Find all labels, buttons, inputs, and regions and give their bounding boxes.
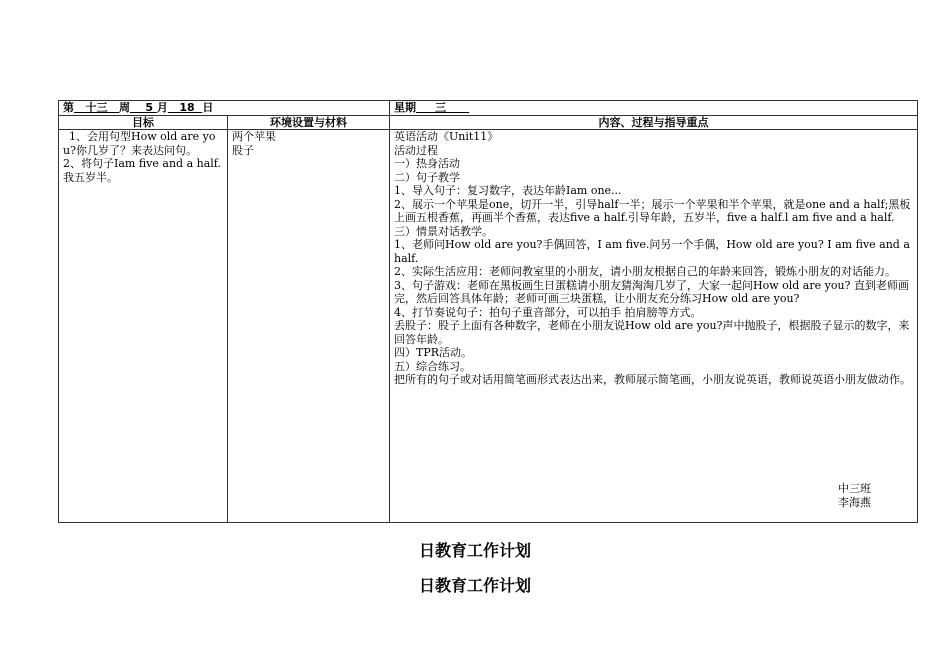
- weekday-cell: [390, 101, 918, 116]
- process-line: 四）TPR活动。: [394, 346, 473, 359]
- material-item: 股子: [232, 143, 254, 157]
- column-header-row: [59, 115, 918, 130]
- process-line: 二）句子教学: [394, 170, 460, 184]
- materials-cell: [228, 130, 390, 523]
- process-line: 2、实际生活应用：老师问教室里的小朋友，请小朋友根据自己的年龄来回答，锻炼小朋友的对话能力。: [394, 265, 896, 278]
- month-value: 5: [145, 101, 153, 114]
- weekday-line: [394, 101, 469, 114]
- footer-title: 日教育工作计划: [418, 541, 531, 560]
- process-line: 2、展示一个苹果是one，切开一半，引导half一半；展示一个苹果和半个苹果，就是one and a half;黑板上画五根香蕉，再画半个香蕉，表达five a half.引导年龄，五岁半，five a half.l am five and a half.: [394, 197, 911, 224]
- signature-block: [838, 482, 871, 510]
- process-line: 一）热身活动: [394, 157, 460, 170]
- content-row: [59, 130, 918, 523]
- teacher-name: 李海燕: [838, 496, 871, 509]
- process-line: 1、导入句子：复习数字，表达年龄Iam one...: [394, 184, 622, 197]
- materials-header: 环境设置与材料: [228, 115, 390, 130]
- week-prefix: 第: [63, 101, 74, 114]
- material-item: 两个苹果: [232, 130, 276, 143]
- day-label: 日: [202, 101, 214, 114]
- process-line: 英语活动《Unit11》: [394, 130, 499, 143]
- lesson-plan-table: [58, 100, 918, 523]
- date-cell: [59, 101, 390, 116]
- process-line: 1、老师问How old are you?手偶回答，I am five.问另一个手偶，How old are you? I am five and a half.: [394, 238, 910, 265]
- month-label: 月: [156, 101, 168, 114]
- class-name: 中三班: [838, 482, 871, 495]
- process-line: 3、句子游戏：老师在黑板画生日蛋糕请小朋友猜淘淘几岁了，大家一起问How old are you? 直到老师画完，然后回答具体年龄；老师可画三块蛋糕，让小朋友充分练习How old are you?: [394, 278, 909, 305]
- week-date-line: [63, 101, 213, 114]
- process-header: 内容、过程与指导重点: [390, 115, 918, 130]
- week-value: 十三: [85, 101, 108, 114]
- process-line: 4、打节奏说句子：拍句子重音部分，可以拍手 拍肩膀等方式。: [394, 305, 702, 319]
- day-value: 18: [179, 101, 195, 114]
- process-line: 丢股子：股子上面有各种数字，老师在小朋友说How old are you?声中抛股子，根据股子显示的数字，来回答年龄。: [394, 319, 910, 346]
- process-line: 把所有的句子或对话用简笔画形式表达出来，教师展示简笔画，小朋友说英语，教师说英语小朋友做动作。: [394, 373, 911, 386]
- weekday-label: 星期: [394, 101, 416, 114]
- goal-item: 2、将句子Iam five and a half.我五岁半。: [63, 157, 221, 184]
- process-line: 三）情景对话教学。: [394, 224, 493, 238]
- week-suffix: 周: [119, 101, 130, 114]
- goal-item: 1、会用句型How old are you?你几岁了？来表达问句。: [63, 130, 216, 157]
- footer-title: 日教育工作计划: [418, 576, 531, 595]
- process-cell: [390, 130, 918, 523]
- date-row: [59, 101, 918, 116]
- process-line: 活动过程: [394, 143, 438, 157]
- goals-cell: [59, 130, 228, 523]
- goals-header: 目标: [59, 115, 228, 130]
- process-line: 五）综合练习。: [394, 359, 471, 373]
- weekday-value: 三: [435, 101, 447, 114]
